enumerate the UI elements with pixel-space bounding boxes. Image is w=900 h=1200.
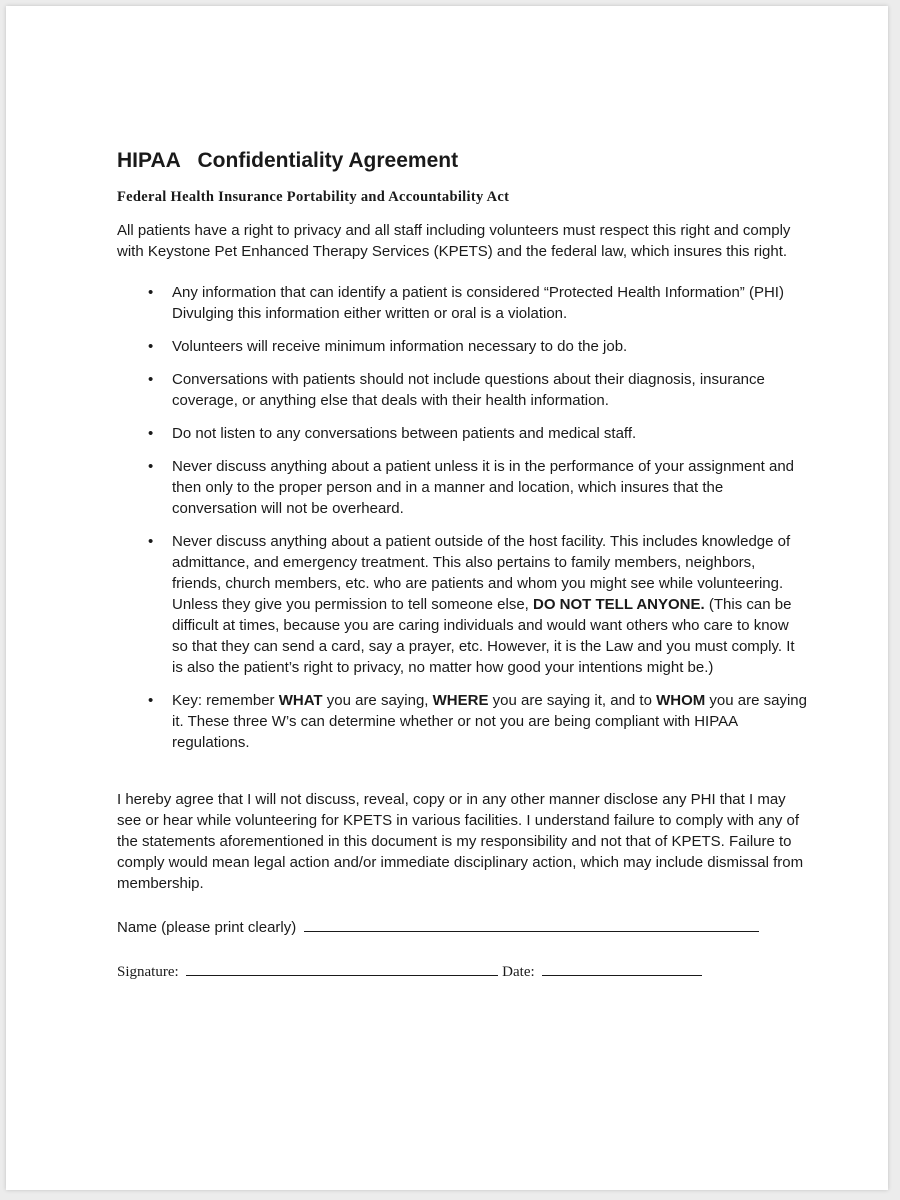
rule-text: Conversations with patients should not include questions about their diagnosis, insurance coverage, or anything else that deals with their health information. xyxy=(172,371,765,409)
rule-text: Any information that can identify a patient is considered “Protected Health Information” (PHI) Divulging this information either written or oral is a violation. xyxy=(172,284,784,322)
document-content xyxy=(117,148,807,983)
rule-text: (This can be difficult at times, because you are caring individuals and would want others who care to know so that they can send a card, say a prayer, etc. However, it is the Law and you must comply. It is also the patient’s right to privacy, no matter how good your intentions might be.) xyxy=(172,596,795,676)
emphasis-text: WHOM xyxy=(656,692,706,709)
intro-paragraph: All patients have a right to privacy and all staff including volunteers must respect this right and comply with Keystone Pet Enhanced Therapy Services (KPETS) and the federal law, which insures this right. xyxy=(117,222,791,260)
emphasis-text: DO NOT TELL ANYONE. xyxy=(533,596,705,613)
name-field-row xyxy=(117,916,807,938)
rule-text: Do not listen to any conversations between patients and medical staff. xyxy=(172,425,637,442)
rule-text: you are saying it, and to xyxy=(488,692,657,709)
list-item xyxy=(172,456,807,519)
emphasis-text: WHERE xyxy=(432,692,489,709)
list-item xyxy=(172,690,807,753)
list-item xyxy=(172,282,807,324)
rule-text: you are saying, xyxy=(322,692,433,709)
signature-blank-line[interactable] xyxy=(186,960,498,976)
name-label: Name (please print clearly) xyxy=(117,919,297,936)
rule-text: Key: remember xyxy=(172,692,279,709)
document-subtitle: Federal Health Insurance Portability and Accountability Act xyxy=(117,189,510,205)
rule-text: Never discuss anything about a patient outside of the host facility. This includes knowledge of admittance, and emergency treatment. This also pertains to family members, neighbors, friends, church members, etc. who are patients and whom you might see while volunteering. Unless they give you permission to tell someone else, xyxy=(172,533,791,613)
agreement-paragraph: I hereby agree that I will not discuss, reveal, copy or in any other manner disclose any PHI that I may see or hear while volunteering for KPETS in various facilities. I understand failure to comply with any of the statements aforementioned in this document is my responsibility and not that of KPETS. Failure to comply would mean legal action and/or immediate disciplinary action, which may include dismissal from membership. xyxy=(117,791,804,892)
date-blank-line[interactable] xyxy=(542,960,702,976)
date-label: Date: xyxy=(502,964,535,980)
name-blank-line[interactable] xyxy=(304,916,759,932)
list-item xyxy=(172,531,807,678)
rules-list xyxy=(117,282,807,753)
signature-field-row xyxy=(117,960,807,983)
list-item xyxy=(172,369,807,411)
rule-text: Volunteers will receive minimum information necessary to do the job. xyxy=(172,338,628,355)
emphasis-text: WHAT xyxy=(278,692,323,709)
rule-text: you are saying it. These three W’s can determine whether or not you are being compliant with HIPAA regulations. xyxy=(172,692,807,751)
signature-label: Signature: xyxy=(117,964,179,980)
list-item xyxy=(172,336,807,357)
document-page xyxy=(6,6,888,1190)
list-item xyxy=(172,423,807,444)
document-title: HIPAA Confidentiality Agreement xyxy=(117,149,459,172)
rule-text: Never discuss anything about a patient unless it is in the performance of your assignment and then only to the proper person and in a manner and location, which insures that the conversation will not be overheard. xyxy=(172,458,795,517)
